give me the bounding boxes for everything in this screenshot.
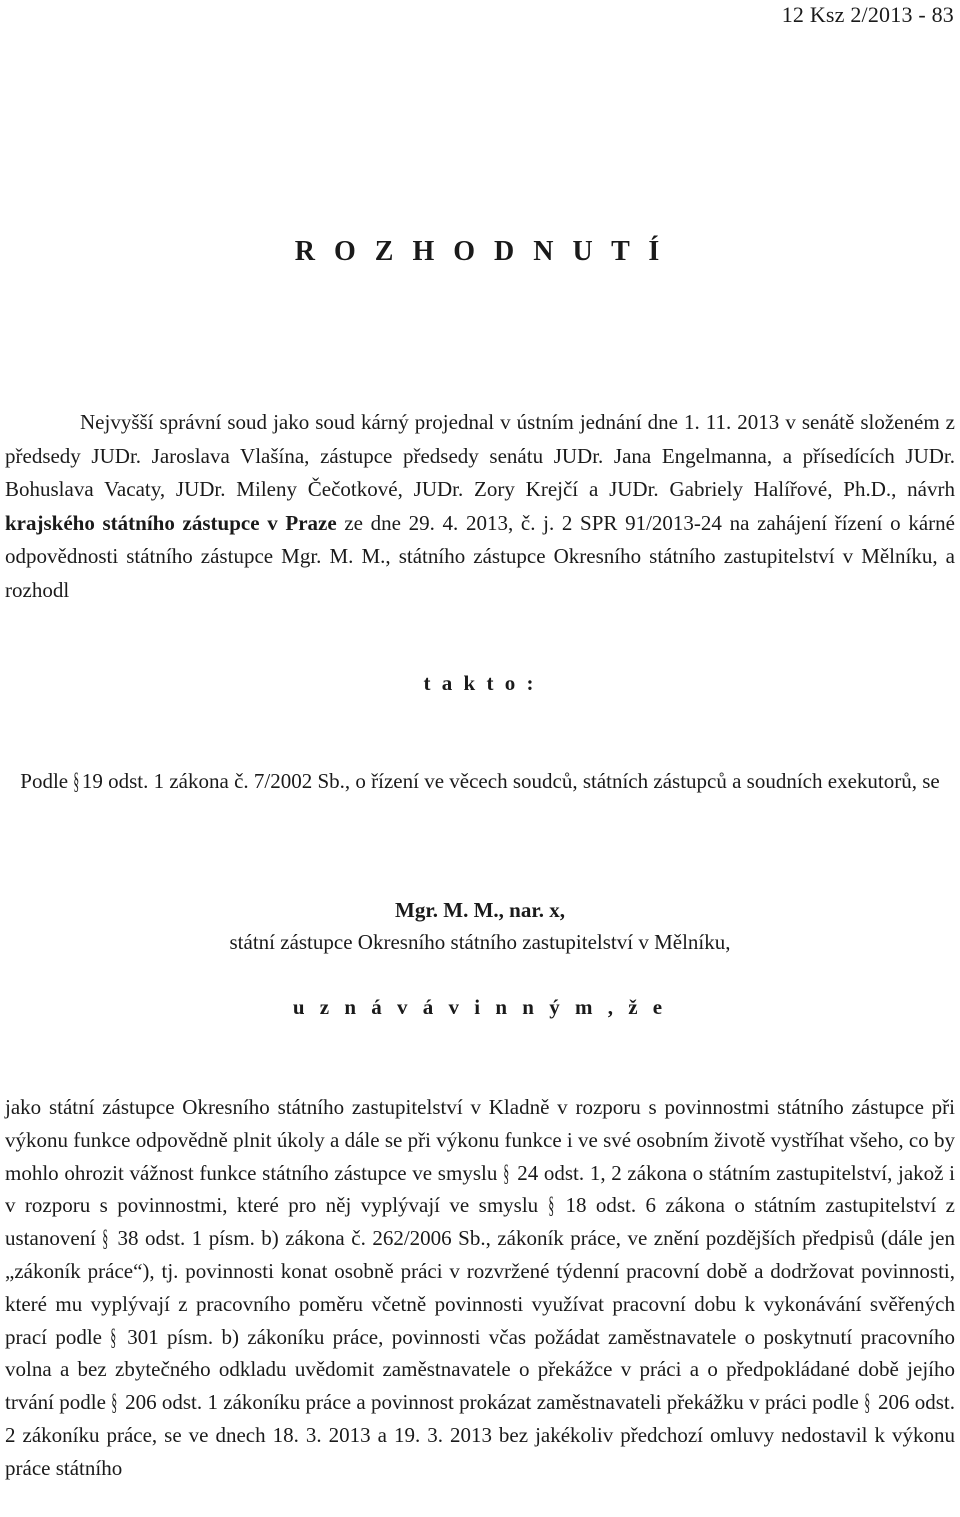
section-symbol: §: [110, 1322, 117, 1351]
section-symbol: §: [73, 767, 80, 795]
body-text-7: 206 odst. 2 zákoníku práce, se ve dnech 18. 3. 2013 a 19. 3. 2013 bez jakékoliv předchozí omluvy nedostavil k výkonu práce státního: [5, 1390, 956, 1480]
case-number: 12 Ksz 2/2013 - 83: [781, 2, 954, 27]
body-text-1: jako státní zástupce Okresního státního zastupitelství v Kladně v rozporu s povinnostmi státního zástupce při výkonu funkce odpovědně plnit úkoly a dále se při výkonu funkce i ve své osobním životě vystříhat všeho, co by mohlo ohrozit vážnost funkce státního zástupce ve smyslu: [5, 1095, 955, 1185]
defendant-role: státní zástupce Okresního státního zastupitelství v Mělníku,: [229, 930, 731, 954]
section-symbol: §: [864, 1388, 871, 1416]
takto-heading: t a k t o :: [423, 671, 537, 695]
intro-bold-text: krajského státního zástupce v Praze: [5, 510, 337, 535]
intro-paragraph: [5, 406, 955, 607]
section-symbol: §: [102, 1224, 109, 1252]
intro-text-1: Nejvyšší správní soud jako soud kárný projednal v ústním jednání dne 1. 11. 2013 v senátě složeném z předsedy JUDr. Jaroslava Vlašína, zástupce předsedy senátu JUDr. Jana Engelmanna, a přísedících JUDr. Bohuslava Vacaty, JUDr. Mileny Čečotkové, JUDr. Zory Krejčí a JUDr. Gabriely Halířové, Ph.D., návrh: [5, 410, 955, 501]
defendant-name: Mgr. M. M., nar. x,: [395, 898, 565, 922]
document-title: R O Z H O D N U T Í: [294, 236, 666, 267]
legal-basis: [5, 765, 955, 798]
section-symbol: §: [111, 1388, 118, 1416]
intro-text-2: ze dne 29. 4. 2013, č. j. 2 SPR 91/2013-24 na zahájení řízení o kárné odpovědnosti státního zástupce Mgr. M. M., státního zástupce Okresního státního zastupitelství v Mělníku, a rozhodl: [5, 510, 955, 602]
section-symbol: §: [503, 1158, 510, 1187]
verdict-body: [5, 1091, 955, 1485]
section-symbol: §: [547, 1191, 554, 1220]
body-text-2: 24 odst. 1, 2 zákona o státním zastupitelství, jakož i v rozporu s povinnostmi, které pro něj vyplývají ve smyslu: [5, 1160, 956, 1218]
body-text-6: 206 odst. 1 zákoníku práce a povinnost prokázat zaměstnavateli překážku v práci podle: [125, 1390, 859, 1415]
legal-basis-text: 19 odst. 1 zákona č. 7/2002 Sb., o řízení ve věcech soudců, státních zástupců a soudních exekutorů, se: [81, 769, 940, 793]
verdict-heading: u z n á v á v i n n ý m , ž e: [292, 995, 668, 1019]
legal-basis-prefix: Podle: [20, 769, 69, 793]
body-text-4: 38 odst. 1 písm. b) zákona č. 262/2006 Sb., zákoník práce, ve znění pozdějších předpisů (dále jen „zákoník práce“), tj. povinnosti konat osobně práci v rozvržené týdenní pracovní době a dodržovat povinnosti, které mu vyplývají z pracovního poměru včetně povinnosti využívat pracovní dobu k vykonávání svěřených prací podle: [5, 1226, 956, 1349]
body-text-3: 18 odst. 6 zákona o státním zastupitelství z ustanovení: [5, 1193, 956, 1251]
body-text-5: 301 písm. b) zákoníku práce, povinnosti včas požádat zaměstnavatele o poskytnutí pracovního volna a bez zbytečného odkladu uvědomit zaměstnavatele o překážce v práci a o předpokládané době jejího trvání podle: [5, 1324, 956, 1415]
